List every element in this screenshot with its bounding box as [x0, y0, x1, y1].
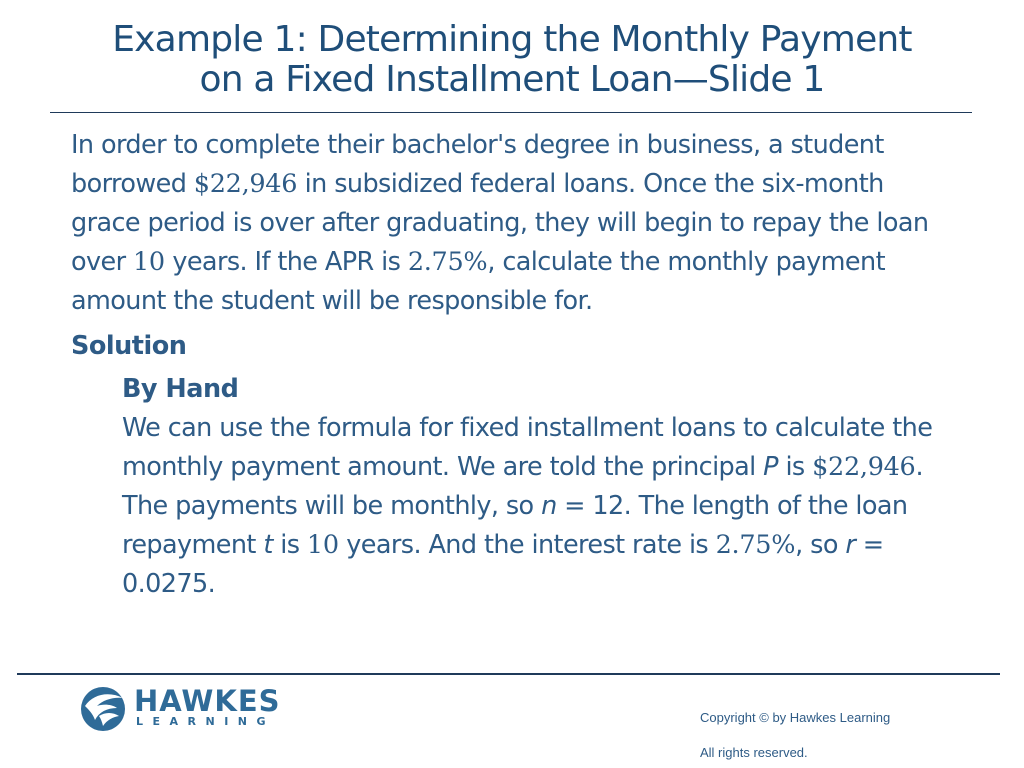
solution-rate: 2.75%	[715, 530, 796, 560]
slide-content	[71, 126, 971, 604]
problem-principal: $22,946	[193, 169, 298, 199]
solution-text-7: , so	[795, 530, 846, 560]
variable-n: n	[541, 491, 557, 521]
problem-text-3: years. If the APR is	[164, 247, 408, 277]
title-divider	[50, 112, 972, 113]
problem-years: 10	[132, 247, 165, 277]
title-line-2: on a Fixed Installment Loan—Slide 1	[199, 59, 825, 100]
copyright-notice: Copyright © by Hawkes Learning	[700, 710, 891, 725]
solution-text-1: We can use the formula for fixed installment loans to calculate the monthly payment amount. We are told the principal	[122, 413, 933, 482]
solution-years: 10	[306, 530, 339, 560]
problem-text-1: In order to complete their bachelor's degree in business, a student borrowed	[71, 130, 884, 199]
solution-text	[122, 409, 947, 604]
problem-text-2: in subsidized federal loans. Once the six-month grace period is over after graduating, they will begin to repay the loan over	[71, 169, 929, 277]
solution-text-6: years. And the interest rate is	[338, 530, 716, 560]
solution-text-8: = 0.0275.	[122, 530, 884, 599]
solution-text-2: is	[777, 452, 813, 482]
title-line-1: Example 1: Determining the Monthly Payment	[112, 19, 912, 60]
logo-wordmark: HAWKES	[134, 684, 281, 718]
hawk-icon	[79, 686, 127, 732]
logo-subtitle: LEARNING	[136, 715, 276, 728]
variable-t: t	[263, 530, 273, 560]
solution-text-4: = 12. The length of the loan repayment	[122, 491, 908, 560]
solution-principal: $22,946	[812, 452, 916, 482]
problem-apr: 2.75%	[407, 247, 488, 277]
variable-p: P	[763, 452, 778, 482]
solution-text-5: is	[272, 530, 307, 560]
solution-heading: Solution	[71, 331, 187, 361]
slide-title	[40, 20, 984, 100]
footer-divider	[17, 673, 1000, 675]
hawkes-logo	[79, 686, 289, 732]
variable-r: r	[845, 530, 856, 560]
rights-notice: All rights reserved.	[700, 745, 808, 760]
problem-statement	[71, 126, 951, 321]
problem-text-4: , calculate the monthly payment amount the student will be responsible for.	[71, 247, 885, 316]
method-heading: By Hand	[122, 374, 239, 404]
solution-text-3: . The payments will be monthly, so	[122, 452, 923, 521]
